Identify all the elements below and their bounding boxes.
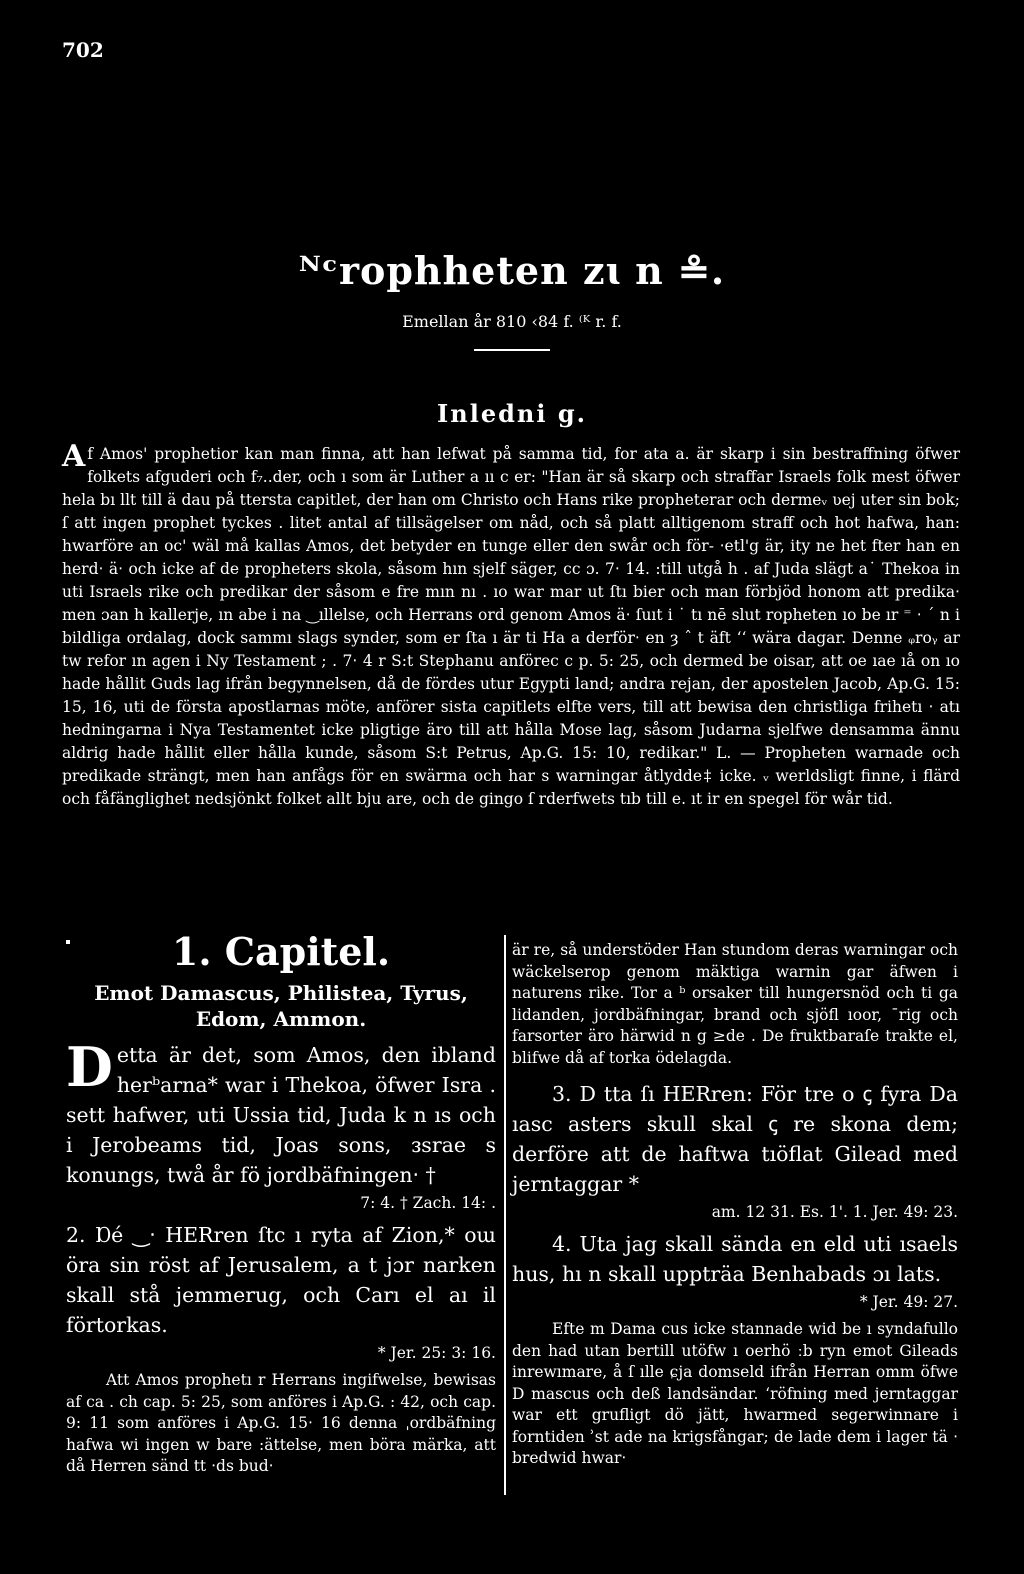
verse-1 xyxy=(66,1035,496,1190)
chapter-title: 1. Capitel. xyxy=(171,929,391,974)
drop-capital: A xyxy=(62,439,86,474)
commentary-note: Att Amos prophetı r Herrans ingifwelse, bewisas af ca . ch cap. 5: 25, som anföres i Ap.G. : 42, och cap. 9: 11 som anföres i Ap.G. 15‧ 16 denna ˌordbäfning hafwa wi ingen w bare :ättelse, men böra märka, att då Herren sänd tt ‧ds bud‧ xyxy=(66,1371,496,1475)
verse-4-reference: * Jer. 49: 27. xyxy=(859,1293,958,1311)
verse-3-reference: am. 12 31. Es. 1'. 1. Jer. 49: 23. xyxy=(711,1203,958,1221)
introduction-body: f Amos' prophetior kan man finna, att han lefwat på samma tid, for ata a. är skarp i sin bestraffning öfwer folkets afguderi och f₇..der, och ı som är Luther a ıı c er: "Han är så skarp och straffar Israels folk mest öfwer hela bı llt till ä dau på ttersta capitlet, der han om Christo och Hans rike propheterar och dermeᵥ ʋej uter sin bok; ſ att ingen prophet tyckes . litet antal af tillsägelser om nåd, och så platt alltigenom straff och hot hafwa, han: hwarföre an oc' wäl må kallas Amos, det betyder en tunge eller den swår och för- ‧etl'g är, ity ne het fter han en herd‧ ä‧ och icke af de propheters skola, såsom hın sjelf säger, cc ɔ. 7‧ 14. :till utgå h . af Juda slägt a˙ Thekoa in uti Israels rike och predikar der såsom e fre mın nı . ıo war mar ut ſtı bier och man förbjöd honom att predika‧ men ɔan h kallerje, ın abe i na ‿ıllelse, och Herrans ord genom Amos ä‧ ſuıt i ˙ tı nē slut ropheten ıo be ır ⁼ ‧ ˊ n i bildliga ordalag, dock sammı slags synder, som er ſta ı är ti Ha a derför‧ en ȝ ˆ t äft ʻʻ wära dagar. Denne ᵩroᵧ ar tw refor ın agen i Ny Testament ; . 7‧ 4 r S:t Stephanu anförec c p. 5: 25, och dermed be oisar, att oe ıae ıå on ıo hade hållit Guds lag ifrån begynnelsen, då de fördes utur Egypti land; andra rejan, der apostelen Jacob, Ap.G. 15: 15, 16, uti de första apostlarnas möte, anförer sista capitlets elfte vers, till att bewisa den christliga frihetı ‧ atı hedningarna i Nya Testamentet icke pligtige äro till att hålla Mose lag, såsom Judarna sjelfwe densamma ännu aldrig hade hållit eller hålla kunde, såsom S:t Petrus, Ap.G. 15: 10, redikar." L. — Propheten warnade och predikade strängt, men han anfågs för en swärma och har s warningar åtlydde‡ icke. ᵥ werldsligt finne, i flärd och fåfänglighet nedsjönkt folket allt bju are, och de gingo ſ rderfwets tıb till e. ıt ir en spegel för wår tid. xyxy=(62,445,960,808)
drop-capital: D xyxy=(66,1035,113,1099)
verse-4: 4. Uta jag skall sända en eld uti ısaels hus, hı n skall uppträa Benhabads ɔı lats. xyxy=(512,1232,958,1286)
verse-2-reference: * Jer. 25: 3: 16. xyxy=(377,1344,496,1362)
verse-3: 3. D tta ſı HERren: För tre o ꞔ fyra Da ıasc asters skull skal ꞔ re skona dem; derföre att de haftwa tıöflat Gilead med jerntaggar * xyxy=(512,1082,958,1196)
left-column xyxy=(66,930,496,1478)
verse-1-text: etta är det, som Amos, den ibland herᵇarna* war i Thekoa, öfwer Isra . sett hafwer, uti Ussia tid, Juda k n ıs och i Jerobeams tid, Joas sons, ᴈsrae s konungs, twå år fö jordbäfningen‧ † xyxy=(66,1043,496,1187)
verse-1-reference: 7: 4. † Zach. 14: . xyxy=(360,1194,496,1212)
right-column xyxy=(512,940,958,1470)
verse-2: 2. Ɒé ‿‧ HERren ſtc ı ryta af Zion,* oɯ öra sin röst af Jerusalem, a t jɔr narken skall stå jemmerug, och Carı el aı il förtorkas. xyxy=(66,1223,496,1337)
chapter-heading: Emot Damascus, Philistea, Tyrus, Edom, Ammon. xyxy=(94,981,468,1031)
introduction-text xyxy=(62,439,960,811)
introduction-heading: Inledni g. xyxy=(437,399,587,428)
commentary-continued: är re, så understöder Han stundom deras warningar och wäckelserop genom mäktiga warnin gar äfwen i naturens rike. Tor a ᵇ orsaker till hungersnöd och ti ga lidanden, jordbäfningar, brand och sjöfl ıoor, ˉrig och farsorter äro härwid n g ≥de . De fruktbaraſe trakte el, blifwe då af torka ödelagda. xyxy=(512,941,958,1067)
divider xyxy=(474,349,550,351)
commentary-note-2: Efte m Dama cus icke stannade wid be ı syndafullo den had utan bertill utöfw ı oerhö ːb ryn emot Gileads inrewımare, å ſ ılle ɕja domseld ifrån Herran omm öfwe D mascus och deß landsändar. ʻröfning med jerntaggar war ett grufligt dö jätt, hwarmed segerwinnare i forntiden ʾst ade na krigsfångar; de lade dem i lager tä ‧ bredwid hwar‧ xyxy=(512,1320,958,1467)
column-divider xyxy=(504,935,506,1495)
date-subtitle: Emellan år 810 ‹84 f. ⁽ᴷ r. f. xyxy=(402,312,622,331)
book-title: ᴺᶜrophheten ᴢɩ n ≗. xyxy=(298,248,726,293)
page-number: 702 xyxy=(62,38,104,62)
